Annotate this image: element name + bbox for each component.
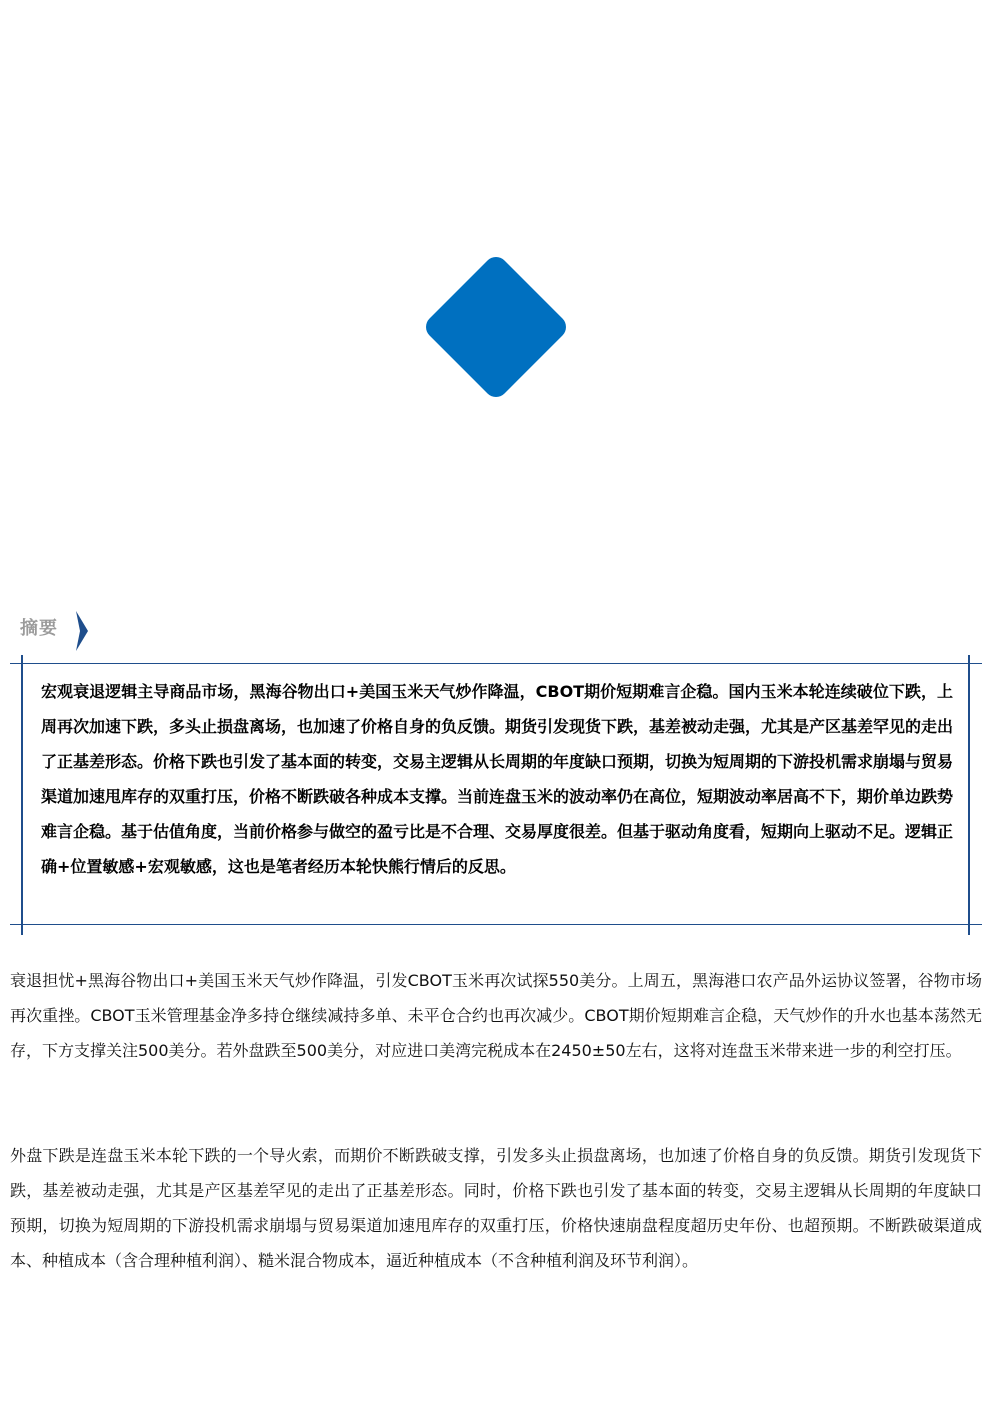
frame-bottom-line bbox=[10, 924, 982, 925]
frame-top-line bbox=[10, 663, 982, 664]
chevron-right-icon bbox=[74, 611, 88, 651]
summary-text: 宏观衰退逻辑主导商品市场，黑海谷物出口+美国玉米天气炒作降温，CBOT期价短期难言企稳。国内玉米本轮连续破位下跌，上周再次加速下跌，多头止损盘离场，也加速了价格自身的负反馈。期货引发现货下跌，基差被动走强，尤其是产区基差罕见的走出了正基差形态。价格下跌也引发了基本面的转变，交易主逻辑从长周期的年度缺口预期，切换为短周期的下游投机需求崩塌与贸易渠道加速甩库存的双重打压，价格不断跌破各种成本支撑。当前连盘玉米的波动率仍在高位，短期波动率居高不下，期价单边跌势难言企稳。基于估值角度，当前价格参与做空的盈亏比是不合理、交易厚度很差。但基于驱动角度看，短期向上驱动不足。逻辑正确+位置敏感+宏观敏感，这也是笔者经历本轮快熊行情后的反思。 bbox=[41, 682, 954, 876]
frame-left-line bbox=[21, 655, 23, 935]
frame-right-line bbox=[968, 655, 970, 935]
body-paragraph: 外盘下跌是连盘玉米本轮下跌的一个导火索，而期价不断跌破支撑，引发多头止损盘离场，也加速了价格自身的负反馈。期货引发现货下跌，基差被动走强，尤其是产区基差罕见的走出了正基差形态。同时，价格下跌也引发了基本面的转变，交易主逻辑从长周期的年度缺口预期，切换为短周期的下游投机需求崩塌与贸易渠道加速甩库存的双重打压，价格快速崩盘程度超历史年份、也超预期。不断跌破渠道成本、种植成本（含合理种植利润）、糙米混合物成本，逼近种植成本（不含种植利润及环节利润）。 bbox=[10, 1146, 982, 1270]
summary-title: 摘要 bbox=[20, 618, 58, 639]
blue-diamond-logo-icon bbox=[421, 252, 571, 402]
body-paragraph: 衰退担忧+黑海谷物出口+美国玉米天气炒作降温，引发CBOT玉米再次试探550美分。上周五，黑海港口农产品外运协议签署，谷物市场再次重挫。CBOT玉米管理基金净多持仓继续减持多单、未平仓合约也再次减少。CBOT期价短期难言企稳，天气炒作的升水也基本荡然无存，下方支撑关注500美分。若外盘跌至500美分，对应进口美湾完税成本在2450±50左右，这将对连盘玉米带来进一步的利空打压。 bbox=[10, 971, 982, 1060]
